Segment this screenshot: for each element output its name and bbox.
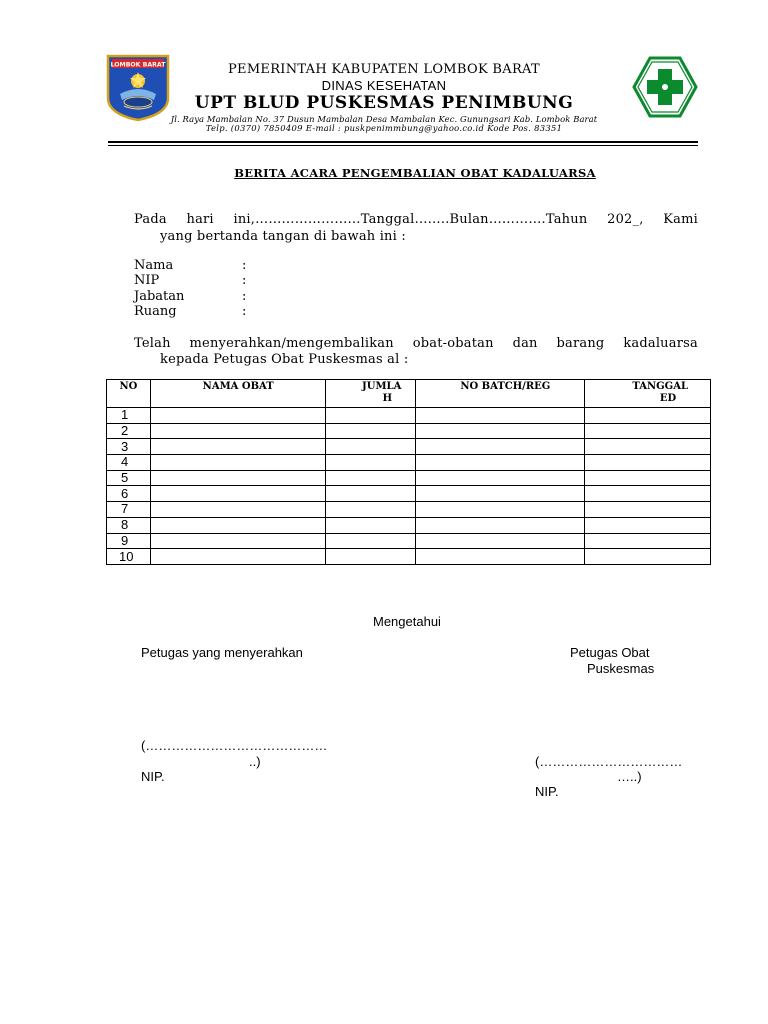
cell-no-batch[interactable] [416, 455, 585, 471]
field-colon: : [242, 258, 247, 273]
institution-address: Jl. Raya Mambalan No. 37 Dusun Mambalan Desa Mambalan Kec. Gunungsari Kab. Lombok Barat [170, 114, 598, 124]
cell-jumlah[interactable] [326, 439, 416, 455]
cell-no-batch[interactable] [416, 408, 585, 424]
cell-tanggal-ed[interactable] [585, 408, 711, 424]
header-rule-thick [108, 141, 698, 143]
header-rule-thin [108, 145, 698, 146]
institution-name: UPT BLUD PUSKESMAS PENIMBUNG [194, 93, 574, 113]
cell-no-batch[interactable] [416, 470, 585, 486]
row-number: 4 [107, 455, 151, 471]
field-label-nip: NIP [134, 273, 160, 288]
field-label-ruang: Ruang [134, 304, 177, 319]
statement-word: dan [512, 336, 538, 351]
medicine-table [106, 379, 711, 565]
left-signature-line-end: ..) [249, 754, 261, 769]
left-signature-line: (…………………………………… [141, 738, 328, 753]
intro-word: ini,……………………Tanggal……..Bulan………….Tahun [233, 212, 588, 227]
table-row [107, 502, 711, 518]
cell-tanggal-ed[interactable] [585, 486, 711, 502]
col-header-nama-obat: NAMA OBAT [150, 380, 326, 408]
statement-word: kadaluarsa [623, 336, 698, 351]
cell-nama-obat[interactable] [150, 517, 326, 533]
cell-nama-obat[interactable] [150, 455, 326, 471]
cell-tanggal-ed[interactable] [585, 470, 711, 486]
row-number: 7 [107, 502, 151, 518]
statement-line-2: kepada Petugas Obat Puskesmas al : [160, 352, 409, 367]
row-number: 6 [107, 486, 151, 502]
cell-no-batch[interactable] [416, 533, 585, 549]
field-label-nama: Nama [134, 258, 174, 273]
statement-word: menyerahkan/mengembalikan [189, 336, 394, 351]
cell-jumlah[interactable] [326, 408, 416, 424]
table-row [107, 439, 711, 455]
cell-jumlah[interactable] [326, 455, 416, 471]
left-nip-label: NIP. [141, 769, 165, 784]
row-number: 1 [107, 408, 151, 424]
cell-jumlah[interactable] [326, 486, 416, 502]
col-header-tanggal-ed: TANGGAL ED [585, 380, 711, 408]
table-row [107, 486, 711, 502]
row-number: 10 [107, 549, 151, 565]
table-row [107, 423, 711, 439]
row-number: 5 [107, 470, 151, 486]
row-number: 9 [107, 533, 151, 549]
right-signer-role-line1: Petugas Obat [570, 645, 650, 660]
col-header-jumlah: JUMLA H [326, 380, 416, 408]
cell-nama-obat[interactable] [150, 439, 326, 455]
intro-word: Pada [134, 212, 167, 227]
statement-line-1 [134, 336, 698, 351]
table-row [107, 408, 711, 424]
table-row [107, 455, 711, 471]
acknowledged-label: Mengetahui [373, 614, 441, 629]
cell-tanggal-ed[interactable] [585, 423, 711, 439]
cell-jumlah[interactable] [326, 533, 416, 549]
statement-word: obat-obatan [412, 336, 494, 351]
row-number: 2 [107, 423, 151, 439]
department-name: DINAS KESEHATAN [321, 78, 447, 93]
cell-no-batch[interactable] [416, 486, 585, 502]
field-colon: : [242, 289, 247, 304]
cell-jumlah[interactable] [326, 549, 416, 565]
cell-tanggal-ed[interactable] [585, 533, 711, 549]
statement-word: Telah [134, 336, 171, 351]
logo-left-text: LOMBOK BARAT [110, 61, 166, 69]
cell-nama-obat[interactable] [150, 408, 326, 424]
row-number: 8 [107, 517, 151, 533]
intro-word: hari [186, 212, 214, 227]
cell-no-batch[interactable] [416, 502, 585, 518]
table-row [107, 533, 711, 549]
intro-word: 202_, [607, 212, 644, 227]
cell-tanggal-ed[interactable] [585, 502, 711, 518]
cell-tanggal-ed[interactable] [585, 549, 711, 565]
cell-jumlah[interactable] [326, 423, 416, 439]
field-colon: : [242, 304, 247, 319]
col-header-no: NO [107, 380, 151, 408]
cell-nama-obat[interactable] [150, 502, 326, 518]
right-signature-line: (…………………………… [535, 754, 683, 769]
row-number: 3 [107, 439, 151, 455]
cell-jumlah[interactable] [326, 502, 416, 518]
statement-word: barang [556, 336, 605, 351]
cell-no-batch[interactable] [416, 439, 585, 455]
cell-no-batch[interactable] [416, 423, 585, 439]
right-nip-label: NIP. [535, 784, 559, 799]
intro-word: Kami [663, 212, 698, 227]
cell-tanggal-ed[interactable] [585, 517, 711, 533]
intro-line-2: yang bertanda tangan di bawah ini : [160, 229, 406, 244]
right-signature-line-end: …..) [617, 769, 642, 784]
cell-no-batch[interactable] [416, 517, 585, 533]
cell-tanggal-ed[interactable] [585, 439, 711, 455]
cell-jumlah[interactable] [326, 470, 416, 486]
right-signer-role-line2: Puskesmas [587, 661, 655, 676]
cell-tanggal-ed[interactable] [585, 455, 711, 471]
cell-nama-obat[interactable] [150, 423, 326, 439]
cell-nama-obat[interactable] [150, 533, 326, 549]
institution-contact: Telp. (0370) 7850409 E-mail : puskpenimmbung@yahoo.co.id Kode Pos. 83351 [205, 123, 563, 133]
field-colon: : [242, 273, 247, 288]
government-name: PEMERINTAH KABUPATEN LOMBOK BARAT [227, 62, 540, 77]
table-row [107, 470, 711, 486]
table-row [107, 517, 711, 533]
cell-nama-obat[interactable] [150, 470, 326, 486]
col-header-no-batch: NO BATCH/REG [416, 380, 585, 408]
left-signer-role: Petugas yang menyerahkan [141, 645, 303, 660]
intro-line-1 [134, 212, 698, 227]
table-header-row [107, 380, 711, 408]
cell-jumlah[interactable] [326, 517, 416, 533]
document-title: BERITA ACARA PENGEMBALIAN OBAT KADALUARSA [234, 166, 596, 180]
table-row [107, 549, 711, 565]
cell-no-batch[interactable] [416, 549, 585, 565]
cell-nama-obat[interactable] [150, 486, 326, 502]
field-label-jabatan: Jabatan [134, 289, 185, 304]
cell-nama-obat[interactable] [150, 549, 326, 565]
